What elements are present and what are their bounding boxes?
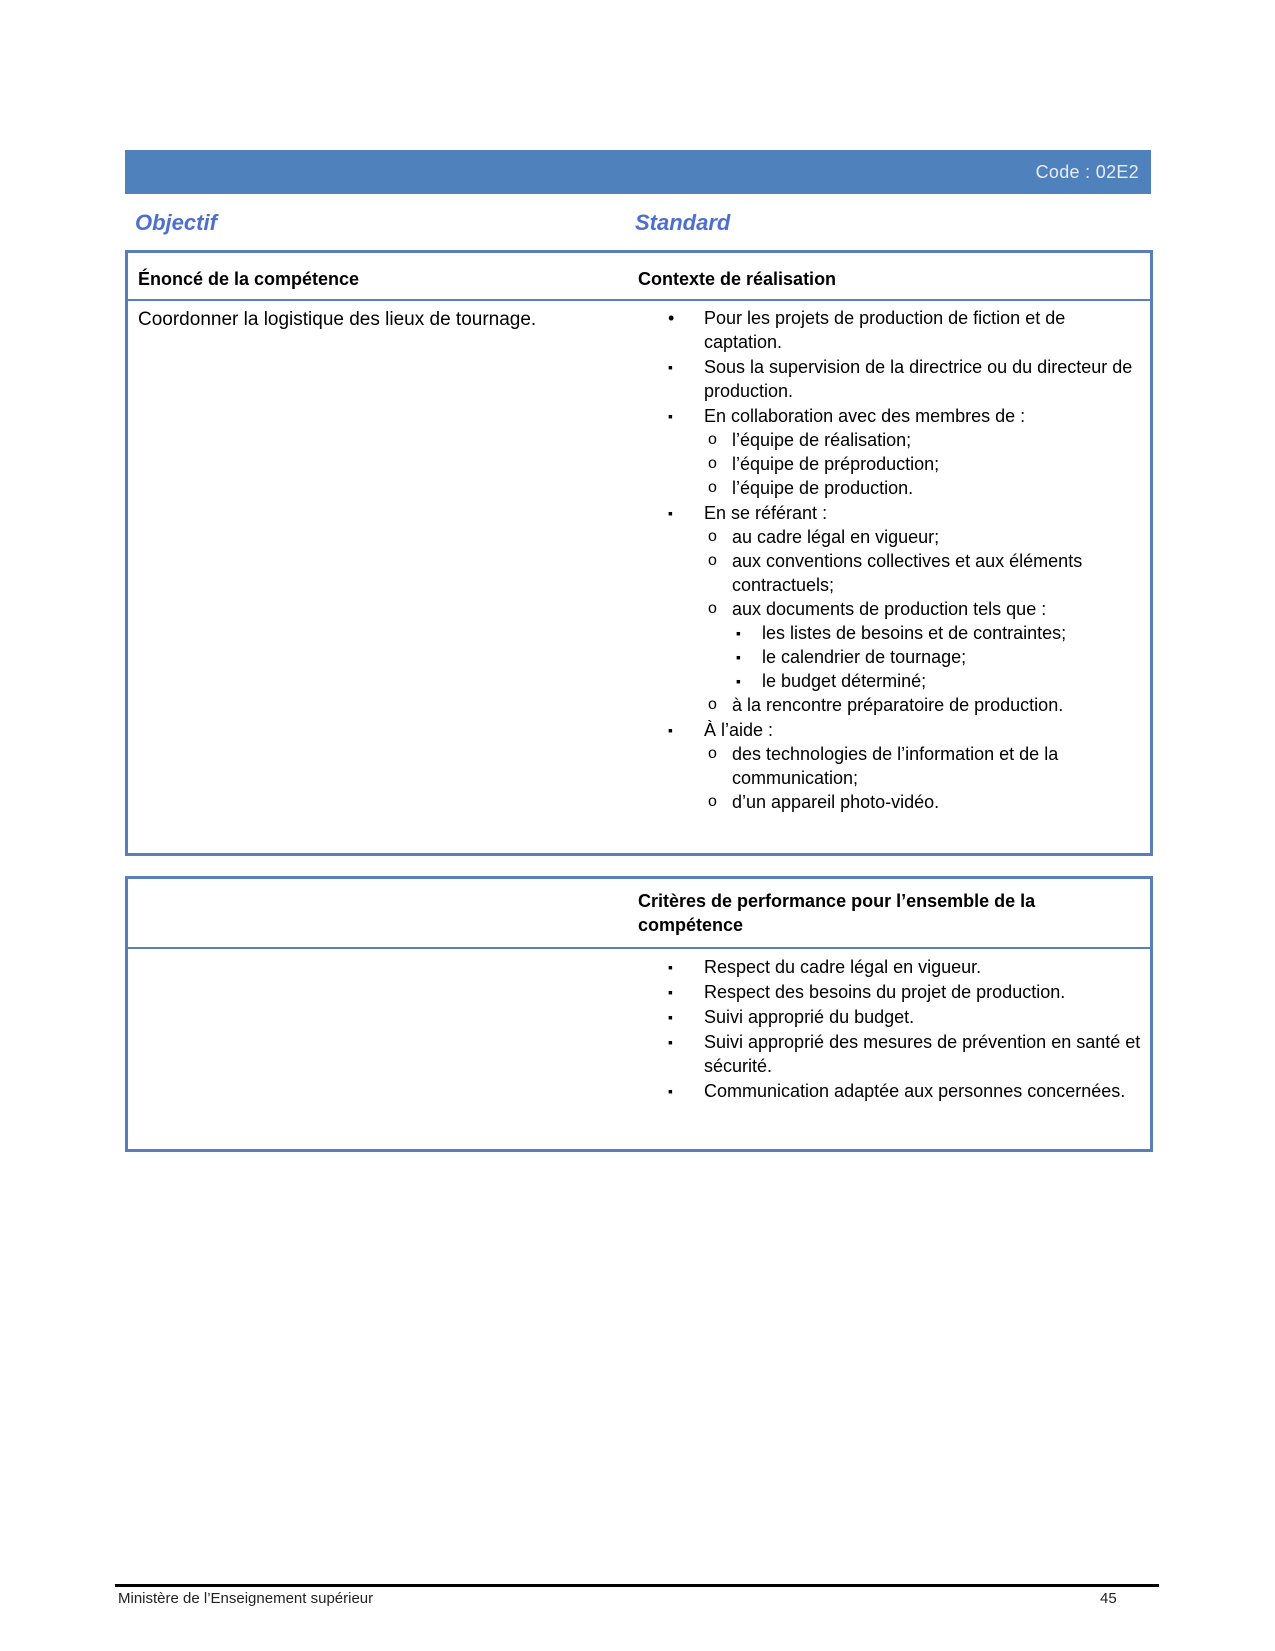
footer-rule: [115, 1584, 1159, 1587]
section-headings: [125, 208, 1151, 238]
context-list: [668, 306, 1148, 815]
header-bar: [125, 150, 1151, 194]
standard-heading: Standard: [635, 210, 731, 235]
context-subitem: o l’équipe de production.: [704, 476, 1148, 500]
criteria-item: ▪ Suivi approprié du budget.: [668, 1005, 1148, 1029]
program-code: Code : 02E2: [1035, 162, 1139, 182]
context-item-text: À l’aide :: [704, 720, 774, 740]
criteria-table: [125, 876, 1153, 1152]
document-item: ▪ les listes de besoins et de contraintes;: [734, 621, 1148, 645]
criteria-item: ▪ Respect des besoins du projet de production.: [668, 980, 1148, 1004]
criteria-item: ▪ Respect du cadre légal en vigueur.: [668, 955, 1148, 979]
context-subitem: o à la rencontre préparatoire de production.: [704, 693, 1148, 717]
context-subitem: o au cadre légal en vigueur;: [704, 525, 1148, 549]
context-item-text: En se référant :: [704, 503, 828, 523]
context-item: [668, 718, 1148, 814]
statement-column-title: Énoncé de la compétence: [138, 269, 360, 289]
criteria-list: [668, 955, 1148, 1104]
context-item: [668, 355, 1148, 403]
criteria-item: ▪ Communication adaptée aux personnes concernées.: [668, 1079, 1148, 1103]
context-item: [668, 306, 1148, 354]
context-item-text: Sous la supervision de la directrice ou du directeur de production.: [704, 357, 1133, 401]
context-item: [668, 404, 1148, 500]
context-subitem: o l’équipe de préproduction;: [704, 452, 1148, 476]
criteria-table-header: [128, 879, 1150, 949]
criteria-item: ▪ Suivi approprié des mesures de prévention en santé et sécurité.: [668, 1030, 1148, 1078]
footer-ministry: Ministère de l’Enseignement supérieur: [118, 1590, 374, 1607]
context-item-text: En collaboration avec des membres de :: [704, 406, 1026, 426]
competence-statement: Coordonner la logistique des lieux de tournage.: [138, 309, 537, 330]
criteria-title: Critères de performance pour l’ensemble de la compétence: [638, 891, 1036, 935]
page-number: 45: [1100, 1590, 1117, 1607]
context-subitem-text: aux documents de production tels que :: [732, 599, 1047, 619]
document-item: ▪ le calendrier de tournage;: [734, 645, 1148, 669]
competence-table: [125, 250, 1153, 856]
context-subitem: o des technologies de l’information et de la communication;: [704, 742, 1148, 790]
context-item-text: Pour les projets de production de fiction et de captation.: [704, 308, 1066, 352]
objectif-heading: Objectif: [135, 210, 217, 235]
context-subitem: [704, 597, 1148, 621]
context-item: [668, 501, 1148, 717]
context-column-title: Contexte de réalisation: [638, 269, 837, 289]
context-subitem: o aux conventions collectives et aux éléments contractuels;: [704, 549, 1148, 597]
context-subitem: o l’équipe de réalisation;: [704, 428, 1148, 452]
context-subitem: o d’un appareil photo-vidéo.: [704, 790, 1148, 814]
competence-table-header: [128, 253, 1150, 301]
document-item: ▪ le budget déterminé;: [734, 669, 1148, 693]
